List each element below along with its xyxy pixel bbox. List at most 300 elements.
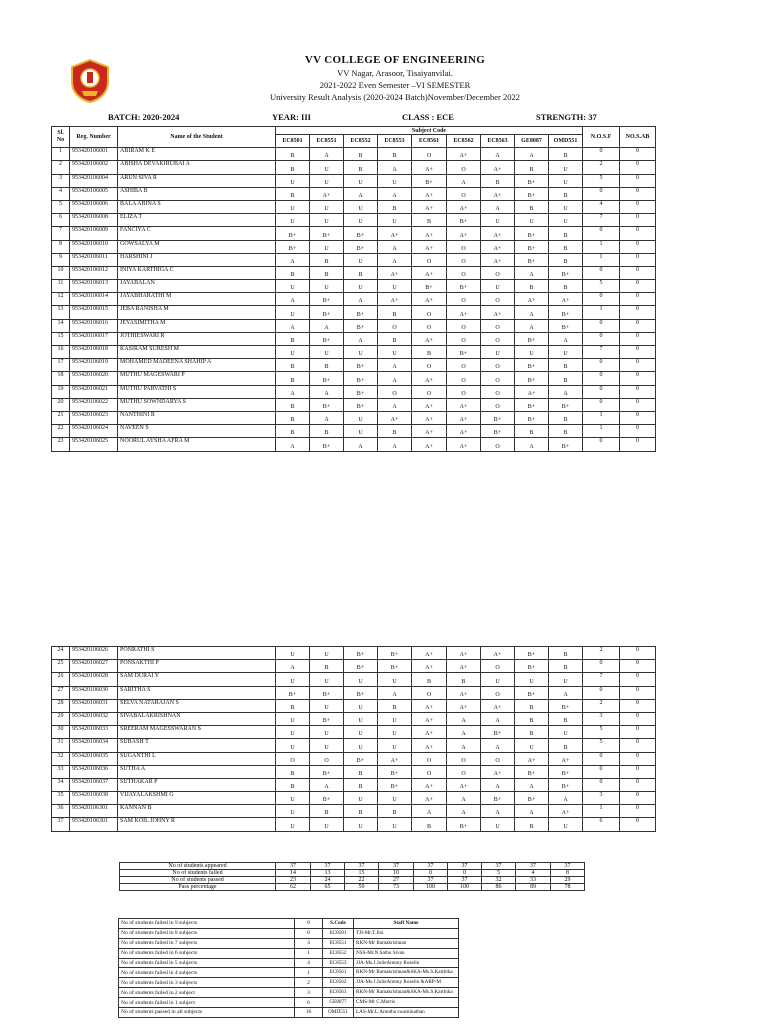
nosab-cell: 0: [620, 425, 656, 438]
grade-cell: B: [549, 647, 583, 660]
stats-value: 37: [516, 863, 551, 870]
stats-row: [120, 877, 585, 884]
grade-cell: A+: [310, 187, 344, 200]
grade-cell: A: [481, 148, 515, 161]
reg-number: 953420106009: [70, 227, 118, 240]
staff-table: [322, 918, 459, 1018]
serial-number: 18: [52, 372, 70, 385]
grade-cell: B+: [515, 686, 549, 699]
grade-cell: B+: [378, 660, 412, 673]
serial-number: 25: [52, 660, 70, 673]
student-row: [52, 148, 656, 161]
grade-cell: O: [447, 253, 481, 266]
grade-cell: U: [310, 240, 344, 253]
grade-cell: B+: [412, 280, 447, 293]
failure-count: 0: [295, 919, 323, 929]
grade-cell: A+: [412, 792, 447, 805]
grade-cell: O: [481, 438, 515, 451]
failure-row: [119, 978, 323, 988]
student-row: [52, 200, 656, 213]
nosab-cell: 0: [620, 200, 656, 213]
student-row: [52, 385, 656, 398]
grade-cell: B: [276, 411, 310, 424]
nosf-cell: 0: [583, 293, 620, 306]
grade-cell: B+: [515, 187, 549, 200]
reg-number: 953420106014: [70, 293, 118, 306]
grade-cell: B: [310, 805, 344, 818]
grade-cell: A: [276, 319, 310, 332]
reg-number: 953420106033: [70, 726, 118, 739]
grade-cell: U: [344, 174, 378, 187]
reg-number: 953420106006: [70, 200, 118, 213]
grade-cell: B+: [515, 372, 549, 385]
staff-row: [323, 978, 459, 988]
grade-cell: B+: [515, 765, 549, 778]
grade-cell: U: [276, 280, 310, 293]
grade-cell: B: [276, 778, 310, 791]
grade-cell: U: [378, 818, 412, 831]
grade-cell: O: [481, 359, 515, 372]
grade-cell: B+: [344, 647, 378, 660]
failure-label: No of students failed in 8 subjects: [119, 928, 295, 938]
grade-cell: B: [276, 187, 310, 200]
grade-cell: U: [344, 726, 378, 739]
grade-cell: B+: [515, 660, 549, 673]
grade-cell: U: [276, 792, 310, 805]
grade-cell: B: [276, 332, 310, 345]
grade-cell: B: [344, 778, 378, 791]
grade-cell: B+: [344, 359, 378, 372]
student-name: NAVEEN S: [118, 425, 276, 438]
grade-cell: B+: [310, 792, 344, 805]
failure-count: 3: [295, 938, 323, 948]
grade-cell: B+: [549, 778, 583, 791]
grade-cell: B: [344, 161, 378, 174]
grade-cell: U: [378, 174, 412, 187]
stats-value: 37: [311, 863, 345, 870]
serial-number: 31: [52, 739, 70, 752]
reg-number: 953420106015: [70, 306, 118, 319]
nosab-cell: 0: [620, 148, 656, 161]
student-row: [52, 346, 656, 359]
subject-code-ec8551: EC8551: [310, 135, 344, 148]
grade-cell: A+: [378, 752, 412, 765]
grade-cell: U: [276, 739, 310, 752]
stats-row: [120, 870, 585, 877]
grade-cell: U: [344, 818, 378, 831]
grade-cell: O: [412, 686, 447, 699]
grade-cell: B: [378, 332, 412, 345]
student-row: [52, 712, 656, 725]
grade-cell: A: [378, 438, 412, 451]
serial-number: 13: [52, 306, 70, 319]
student-name: JOTHIESWARI R: [118, 332, 276, 345]
grade-cell: B: [447, 673, 481, 686]
stats-value: 8: [551, 870, 585, 877]
staff-subject-code: GE8077: [323, 998, 354, 1008]
serial-number: 15: [52, 332, 70, 345]
reg-number: 953420106032: [70, 712, 118, 725]
grade-cell: B: [276, 765, 310, 778]
grade-cell: B+: [515, 253, 549, 266]
nosf-cell: 0: [583, 148, 620, 161]
failure-label: No of students failed in 6 subjects: [119, 948, 295, 958]
grade-cell: B: [481, 174, 515, 187]
grade-cell: A: [515, 306, 549, 319]
nosab-cell: 0: [620, 673, 656, 686]
grade-cell: A+: [481, 187, 515, 200]
nosf-cell: 7: [583, 673, 620, 686]
grade-cell: B: [549, 739, 583, 752]
grade-cell: B+: [549, 438, 583, 451]
grade-cell: O: [447, 372, 481, 385]
nosab-cell: 0: [620, 647, 656, 660]
staff-subject-code: OMD551: [323, 1008, 354, 1018]
stats-value: 33: [516, 877, 551, 884]
staff-name: JJA-Ms.J.JulieAntony Roselin &ARP-M: [354, 978, 459, 988]
serial-number: 3: [52, 174, 70, 187]
student-name: MOHAMED MADEENA SHAHIP A: [118, 359, 276, 372]
serial-number: 36: [52, 805, 70, 818]
grade-cell: O: [481, 752, 515, 765]
grade-cell: A: [344, 438, 378, 451]
grade-cell: A+: [378, 293, 412, 306]
nosf-cell: 0: [583, 372, 620, 385]
grade-cell: B: [515, 280, 549, 293]
nosf-cell: 5: [583, 174, 620, 187]
grade-cell: U: [549, 161, 583, 174]
serial-number: 14: [52, 319, 70, 332]
serial-number: 16: [52, 346, 70, 359]
grade-cell: B: [276, 359, 310, 372]
grade-cell: A+: [515, 385, 549, 398]
grade-cell: A: [549, 385, 583, 398]
failure-row: [119, 1008, 323, 1018]
student-name: SUGANTHI L: [118, 752, 276, 765]
student-name: ARUN SIVA R: [118, 174, 276, 187]
grade-cell: B+: [515, 332, 549, 345]
grade-cell: B+: [310, 765, 344, 778]
grade-cell: O: [412, 765, 447, 778]
student-name: SUTHAKAR P: [118, 778, 276, 791]
grade-cell: B: [515, 425, 549, 438]
grade-cell: B: [515, 712, 549, 725]
grade-cell: A: [447, 712, 481, 725]
grade-cell: B+: [515, 398, 549, 411]
nosab-cell: 0: [620, 726, 656, 739]
staff-subject-code: EC8553: [323, 958, 354, 968]
grade-cell: B: [310, 425, 344, 438]
staff-row: [323, 958, 459, 968]
reg-number: 953420106004: [70, 174, 118, 187]
student-name: SUBASH T: [118, 739, 276, 752]
student-name: JEBA RANISHA M: [118, 306, 276, 319]
student-row: [52, 266, 656, 279]
student-row: [52, 359, 656, 372]
student-name: SARITHA S: [118, 686, 276, 699]
grade-cell: B+: [515, 792, 549, 805]
grade-cell: B: [515, 818, 549, 831]
grade-cell: B+: [344, 227, 378, 240]
reg-number: 953420106010: [70, 240, 118, 253]
grade-cell: O: [447, 359, 481, 372]
grade-cell: A+: [447, 660, 481, 673]
grade-cell: A: [378, 240, 412, 253]
nosab-cell: 0: [620, 306, 656, 319]
grade-cell: U: [344, 253, 378, 266]
serial-number: 12: [52, 293, 70, 306]
grade-cell: B: [515, 200, 549, 213]
grade-cell: A: [481, 712, 515, 725]
nosab-cell: 0: [620, 319, 656, 332]
serial-number: 4: [52, 187, 70, 200]
student-row: [52, 319, 656, 332]
grade-cell: A+: [481, 647, 515, 660]
stats-value: 27: [379, 877, 414, 884]
grade-cell: B: [549, 712, 583, 725]
grade-cell: A+: [447, 411, 481, 424]
serial-number: 1: [52, 148, 70, 161]
nosab-cell: 0: [620, 739, 656, 752]
grade-cell: B: [276, 266, 310, 279]
grade-cell: A+: [412, 647, 447, 660]
college-address: VV Nagar, Arasoor, Tisaiyanvilai.: [337, 68, 453, 78]
grade-cell: A+: [412, 200, 447, 213]
student-name: BALA ABINA S: [118, 200, 276, 213]
serial-number: 8: [52, 240, 70, 253]
nosab-cell: 0: [620, 253, 656, 266]
student-row: [52, 805, 656, 818]
subject-code-ec8562: EC8562: [447, 135, 481, 148]
grade-cell: B: [549, 187, 583, 200]
sl-no-header: Sl. No: [52, 127, 70, 148]
grade-cell: B+: [310, 398, 344, 411]
nosf-cell: 0: [583, 187, 620, 200]
grade-cell: A+: [447, 438, 481, 451]
nosf-cell: 1: [583, 240, 620, 253]
grade-cell: B+: [481, 411, 515, 424]
reg-number: 953420106028: [70, 673, 118, 686]
student-name: PONRATHI S: [118, 647, 276, 660]
failure-row: [119, 998, 323, 1008]
student-row: [52, 726, 656, 739]
grade-cell: B+: [344, 319, 378, 332]
nosf-cell: 1: [583, 425, 620, 438]
grade-cell: A+: [412, 699, 447, 712]
serial-number: 37: [52, 818, 70, 831]
stats-value: 37: [448, 863, 482, 870]
grade-cell: U: [276, 306, 310, 319]
grade-cell: B: [412, 214, 447, 227]
grade-cell: A: [515, 148, 549, 161]
stats-value: 65: [311, 884, 345, 891]
stats-value: 14: [276, 870, 311, 877]
staff-subject-code: EC8501: [323, 928, 354, 938]
student-row: [52, 187, 656, 200]
student-name: MUTHU SOWNDARYA S: [118, 398, 276, 411]
grade-cell: B+: [310, 227, 344, 240]
grade-cell: A+: [447, 425, 481, 438]
grade-cell: B+: [481, 792, 515, 805]
grade-cell: O: [378, 385, 412, 398]
nosab-cell: 0: [620, 346, 656, 359]
grade-cell: U: [310, 739, 344, 752]
grade-cell: O: [412, 319, 447, 332]
grade-cell: B: [310, 266, 344, 279]
nosf-cell: 1: [583, 253, 620, 266]
student-row: [52, 699, 656, 712]
grade-cell: O: [481, 398, 515, 411]
grade-cell: A+: [447, 306, 481, 319]
nosf-cell: 0: [583, 332, 620, 345]
student-row: [52, 739, 656, 752]
failure-label: No of students failed in 7 subjects: [119, 938, 295, 948]
student-row: [52, 161, 656, 174]
student-name: SAM DURAI Y: [118, 673, 276, 686]
grade-cell: A+: [378, 411, 412, 424]
grade-cell: B+: [378, 778, 412, 791]
student-name: KASIRAM SURESH M: [118, 346, 276, 359]
student-row: [52, 425, 656, 438]
grade-cell: A+: [412, 425, 447, 438]
staff-row: [323, 988, 459, 998]
failure-label: No of students failed in 2 subject: [119, 988, 295, 998]
semester-line: 2021-2022 Even Semester –VI SEMESTER: [319, 80, 471, 90]
nosab-cell: 0: [620, 280, 656, 293]
grade-cell: B: [515, 726, 549, 739]
grade-cell: U: [515, 673, 549, 686]
serial-number: 21: [52, 411, 70, 424]
grade-cell: U: [344, 712, 378, 725]
grade-cell: A+: [549, 752, 583, 765]
reg-number: 953420106022: [70, 398, 118, 411]
grade-cell: U: [515, 214, 549, 227]
student-row: [52, 752, 656, 765]
serial-number: 5: [52, 200, 70, 213]
student-name: GOWSALYA M: [118, 240, 276, 253]
reg-number: 953420106021: [70, 385, 118, 398]
grade-cell: U: [549, 200, 583, 213]
grade-cell: U: [481, 346, 515, 359]
grade-cell: U: [310, 699, 344, 712]
nosab-cell: 0: [620, 752, 656, 765]
stats-label: No of students passed: [120, 877, 276, 884]
nosab-cell: 0: [620, 293, 656, 306]
nosf-cell: 2: [583, 699, 620, 712]
failure-count: 1: [295, 948, 323, 958]
grade-cell: B+: [310, 438, 344, 451]
grade-cell: B+: [310, 293, 344, 306]
grade-cell: A: [447, 739, 481, 752]
grade-cell: B: [549, 280, 583, 293]
stats-label: No of students appeared: [120, 863, 276, 870]
grade-cell: A: [276, 253, 310, 266]
reg-number: 953420106012: [70, 266, 118, 279]
grade-cell: A+: [515, 752, 549, 765]
student-name: SIVABALAKRISHNAN: [118, 712, 276, 725]
stats-value: 78: [551, 884, 585, 891]
nosf-cell: 1: [583, 306, 620, 319]
grade-cell: B+: [310, 686, 344, 699]
grade-cell: B+: [481, 726, 515, 739]
grade-cell: U: [481, 818, 515, 831]
student-name: JAYABHARATHI M: [118, 293, 276, 306]
grade-cell: A: [310, 411, 344, 424]
grade-cell: A: [515, 319, 549, 332]
grade-cell: A+: [549, 805, 583, 818]
nosf-cell: 5: [583, 280, 620, 293]
grade-cell: A: [515, 438, 549, 451]
grade-cell: A: [515, 266, 549, 279]
nosab-cell: 0: [620, 227, 656, 240]
grade-cell: A+: [412, 712, 447, 725]
grade-cell: O: [412, 306, 447, 319]
grade-cell: O: [447, 240, 481, 253]
grade-cell: A: [310, 319, 344, 332]
grade-cell: O: [447, 161, 481, 174]
grade-cell: A+: [412, 227, 447, 240]
reg-number: 953420106017: [70, 332, 118, 345]
grade-cell: U: [310, 647, 344, 660]
grade-cell: B+: [515, 174, 549, 187]
grade-cell: A+: [447, 699, 481, 712]
stats-value: 23: [276, 877, 311, 884]
nosf-header: N.O.S.F: [583, 127, 620, 148]
grade-cell: B+: [344, 385, 378, 398]
student-name: PONSAKTHI P: [118, 660, 276, 673]
grade-cell: O: [412, 148, 447, 161]
student-row: [52, 253, 656, 266]
staff-row: [323, 948, 459, 958]
grade-cell: B: [276, 372, 310, 385]
grade-cell: A: [378, 359, 412, 372]
grade-cell: U: [310, 214, 344, 227]
stats-value: 59: [345, 884, 379, 891]
grade-cell: A+: [412, 161, 447, 174]
staff-code-header: S.Code: [323, 919, 354, 929]
student-row: [52, 214, 656, 227]
grade-cell: A+: [412, 411, 447, 424]
nosab-cell: 0: [620, 792, 656, 805]
grade-cell: B+: [344, 240, 378, 253]
grade-cell: U: [378, 346, 412, 359]
student-name: SREERAM MAGESSWARAN S: [118, 726, 276, 739]
grade-cell: O: [412, 385, 447, 398]
grade-cell: A+: [412, 778, 447, 791]
grade-cell: U: [276, 647, 310, 660]
grade-cell: U: [515, 739, 549, 752]
grade-cell: A+: [447, 148, 481, 161]
grade-cell: A: [378, 398, 412, 411]
serial-number: 35: [52, 792, 70, 805]
serial-number: 2: [52, 161, 70, 174]
grade-cell: A+: [447, 227, 481, 240]
staff-subject-code: EC8551: [323, 938, 354, 948]
student-name: SAM KOIL JOHNY R: [118, 818, 276, 831]
staff-subject-code: EC8552: [323, 948, 354, 958]
grade-cell: O: [447, 187, 481, 200]
grade-cell: A: [378, 187, 412, 200]
nosab-header: NO.S.AB: [620, 127, 656, 148]
grade-cell: O: [481, 372, 515, 385]
grade-cell: A+: [447, 200, 481, 213]
nosab-cell: 0: [620, 266, 656, 279]
student-row: [52, 686, 656, 699]
grade-cell: O: [481, 293, 515, 306]
grade-cell: O: [481, 660, 515, 673]
student-name: ABIRAM K E: [118, 148, 276, 161]
grade-cell: A: [378, 161, 412, 174]
